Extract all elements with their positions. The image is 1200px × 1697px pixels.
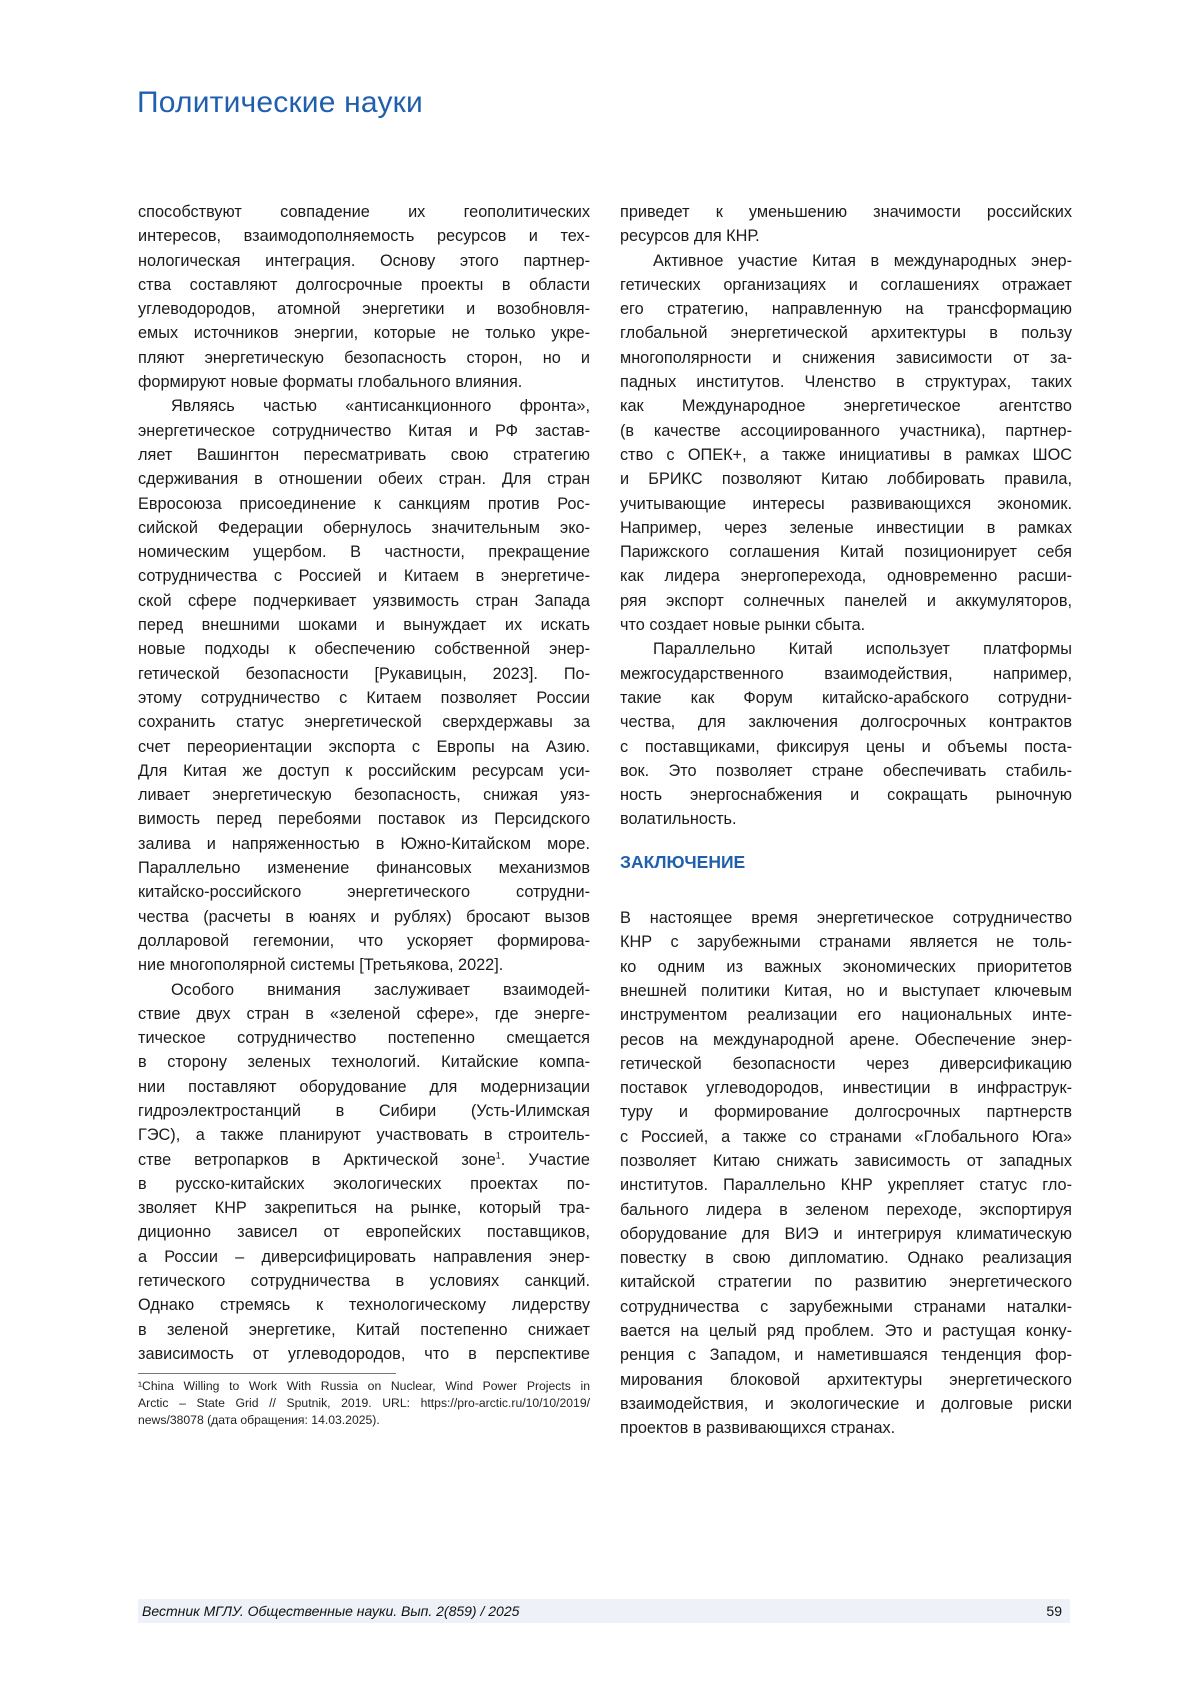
- text-line: зависимость от углеводородов, что в перспективе: [138, 1342, 590, 1366]
- paragraph: [138, 200, 590, 394]
- text-line: взаимодействия, и экологические и долговые риски: [620, 1392, 1072, 1416]
- text-line: гетической безопасности [Рукавицын, 2023]. По-: [138, 662, 590, 686]
- text-line: Парижского соглашения Китай позиционирует себя: [620, 540, 1072, 564]
- text-line: с поставщиками, фиксируя цены и объемы поста-: [620, 735, 1072, 759]
- text-line: чества, для заключения долгосрочных контрактов: [620, 710, 1072, 734]
- text-line: внешней политики Китая, но и выступает ключевым: [620, 979, 1072, 1003]
- paragraph: [620, 637, 1072, 831]
- text-line: институтов. Параллельно КНР укрепляет статус гло-: [620, 1173, 1072, 1197]
- left-column: [138, 200, 590, 1366]
- text-line: волатильность.: [620, 807, 1072, 831]
- page-footer: [138, 1599, 1070, 1623]
- text-line: стве ветропарков в Арктической зоне1. Участие: [138, 1148, 590, 1172]
- text-line: ливает энергетическую безопасность, снижая уяз-: [138, 783, 590, 807]
- page-number: 59: [1046, 1599, 1062, 1623]
- text-line: в русско-китайских экологических проектах по-: [138, 1172, 590, 1196]
- text-line: инструментом реализации его национальных инте-: [620, 1003, 1072, 1027]
- footer-journal-title: Вестник МГЛУ. Общественные науки. Вып. 2(859) / 2025: [142, 1599, 519, 1623]
- text-line: приведет к уменьшению значимости российских: [620, 200, 1072, 224]
- text-line: Параллельно изменение финансовых механизмов: [138, 856, 590, 880]
- text-line: В настоящее время энергетическое сотрудничество: [620, 906, 1072, 930]
- text-line: Особого внимания заслуживает взаимодей-: [138, 978, 590, 1002]
- text-line: позволяет Китаю снижать зависимость от западных: [620, 1149, 1072, 1173]
- text-line: поставок углеводородов, инвестиции в инфраструк-: [620, 1076, 1072, 1100]
- text-line: с Россией, а также со странами «Глобального Юга»: [620, 1125, 1072, 1149]
- text-line: интересов, взаимодополняемость ресурсов и тех-: [138, 224, 590, 248]
- text-line: что создает новые рынки сбыта.: [620, 613, 1072, 637]
- text-line: сдерживания в отношении обеих стран. Для стран: [138, 467, 590, 491]
- text-line: и БРИКС позволяют Китаю лоббировать правила,: [620, 467, 1072, 491]
- text-line: его стратегию, направленную на трансформацию: [620, 297, 1072, 321]
- text-line: формируют новые форматы глобального влияния.: [138, 370, 590, 394]
- text-line: ствие двух стран в «зеленой сфере», где энерге-: [138, 1002, 590, 1026]
- paragraph: [138, 978, 590, 1367]
- text-line: ГЭС), а также планируют участвовать в строитель-: [138, 1123, 590, 1147]
- text-line: Активное участие Китая в международных энер-: [620, 249, 1072, 273]
- text-line: долларовой гегемонии, что ускоряет формирова-: [138, 929, 590, 953]
- text-line: нологическая интеграция. Основу этого партнер-: [138, 249, 590, 273]
- text-line: сотрудничества с зарубежными странами наталки-: [620, 1295, 1072, 1319]
- text-line: номическим ущербом. В частности, прекращение: [138, 540, 590, 564]
- text-line: (в качестве ассоциированного участника), партнер-: [620, 419, 1072, 443]
- section-title: Политические науки: [137, 86, 423, 120]
- text-line: ряя экспорт солнечных панелей и аккумуляторов,: [620, 589, 1072, 613]
- text-line: ства составляют долгосрочные проекты в области: [138, 273, 590, 297]
- footnote-line: news/38078 (дата обращения: 14.03.2025).: [138, 1412, 590, 1429]
- paragraph: [620, 906, 1072, 1441]
- text-line: ляет Вашингтон пересматривать свою стратегию: [138, 443, 590, 467]
- text-line: вок. Это позволяет стране обеспечивать стабиль-: [620, 759, 1072, 783]
- text-line: проектов в развивающихся странах.: [620, 1416, 1072, 1440]
- text-line: туру и формирование долгосрочных партнерств: [620, 1100, 1072, 1124]
- text-line: гидроэлектростанций в Сибири (Усть-Илимская: [138, 1099, 590, 1123]
- text-line: бального лидера в зеленом переходе, экспортируя: [620, 1198, 1072, 1222]
- text-line: ресурсов для КНР.: [620, 224, 1072, 248]
- text-line: такие как Форум китайско-арабского сотрудни-: [620, 686, 1072, 710]
- text-line: ство с ОПЕК+, а также инициативы в рамках ШОС: [620, 443, 1072, 467]
- text-line: залива и напряженностью в Южно-Китайском море.: [138, 832, 590, 856]
- footnote-line: ¹China Willing to Work With Russia on Nuclear, Wind Power Projects in: [138, 1378, 590, 1395]
- text-line: Параллельно Китай использует платформы: [620, 637, 1072, 661]
- text-line: ской сфере подчеркивает уязвимость стран Запада: [138, 589, 590, 613]
- text-line: нии поставляют оборудование для модернизации: [138, 1075, 590, 1099]
- paragraph: [620, 249, 1072, 638]
- text-line: сохранить статус энергетической сверхдержавы за: [138, 710, 590, 734]
- text-line: вимость перед перебоями поставок из Персидского: [138, 807, 590, 831]
- text-line: глобальной энергетической архитектуры в пользу: [620, 321, 1072, 345]
- text-line: а России – диверсифицировать направления энер-: [138, 1245, 590, 1269]
- text-line: китайско-российского энергетического сотрудни-: [138, 880, 590, 904]
- text-line: ние многополярной системы [Третьякова, 2022].: [138, 953, 590, 977]
- text-line: мирования блоковой архитектуры энергетического: [620, 1368, 1072, 1392]
- text-line: Однако стремясь к технологическому лидерству: [138, 1293, 590, 1317]
- section-heading: ЗАКЛЮЧЕНИЕ: [620, 850, 1072, 874]
- text-line: тическое сотрудничество постепенно смещается: [138, 1026, 590, 1050]
- text-line: сийской Федерации обернулось значительным эко-: [138, 516, 590, 540]
- text-line: Для Китая же доступ к российским ресурсам уси-: [138, 759, 590, 783]
- text-line: энергетическое сотрудничество Китая и РФ застав-: [138, 419, 590, 443]
- text-line: в зеленой энергетике, Китай постепенно снижает: [138, 1318, 590, 1342]
- footnote: [138, 1378, 590, 1429]
- text-line: новые подходы к обеспечению собственной энер-: [138, 637, 590, 661]
- text-line: сотрудничества с Россией и Китаем в энергетиче-: [138, 564, 590, 588]
- text-line: ресов на международной арене. Обеспечение энер-: [620, 1028, 1072, 1052]
- text-line: счет переориентации экспорта с Европы на Азию.: [138, 735, 590, 759]
- text-line: китайской стратегии по развитию энергетического: [620, 1270, 1072, 1294]
- text-line: гетических организациях и соглашениях отражает: [620, 273, 1072, 297]
- text-line: вается на целый ряд проблем. Это и растущая конку-: [620, 1319, 1072, 1343]
- text-line: ренция с Западом, и наметившаяся тенденция фор-: [620, 1343, 1072, 1367]
- text-line: зволяет КНР закрепиться на рынке, который тра-: [138, 1196, 590, 1220]
- text-line: гетического сотрудничества в условиях санкций.: [138, 1269, 590, 1293]
- text-line: чества (расчеты в юанях и рублях) бросают вызов: [138, 905, 590, 929]
- text-line: в сторону зеленых технологий. Китайские компа-: [138, 1050, 590, 1074]
- right-column: [620, 200, 1072, 1441]
- text-line: этому сотрудничество с Китаем позволяет России: [138, 686, 590, 710]
- text-line: Являясь частью «антисанкционного фронта»,: [138, 394, 590, 418]
- text-line: Евросоюза присоединение к санкциям против Рос-: [138, 492, 590, 516]
- text-line: способствуют совпадение их геополитических: [138, 200, 590, 224]
- text-line: как Международное энергетическое агентство: [620, 394, 1072, 418]
- text-line: межгосударственного взаимодействия, например,: [620, 662, 1072, 686]
- text-line: диционно зависел от европейских поставщиков,: [138, 1220, 590, 1244]
- footnote-line[interactable]: Arctic – State Grid // Sputnik, 2019. URL: https://pro-arctic.ru/10/10/2019/: [138, 1395, 590, 1412]
- text-line: многополярности и снижения зависимости от за-: [620, 346, 1072, 370]
- text-line: емых источников энергии, которые не только укре-: [138, 321, 590, 345]
- footnote-marker[interactable]: 1: [496, 1150, 501, 1160]
- paragraph: [620, 200, 1072, 249]
- text-line: ко одним из важных экономических приоритетов: [620, 955, 1072, 979]
- text-line: Например, через зеленые инвестиции в рамках: [620, 516, 1072, 540]
- text-line: гетической безопасности через диверсификацию: [620, 1052, 1072, 1076]
- text-line: как лидера энергоперехода, одновременно расши-: [620, 564, 1072, 588]
- text-line: пляют энергетическую безопасность сторон, но и: [138, 346, 590, 370]
- text-line: учитывающие интересы развивающихся экономик.: [620, 492, 1072, 516]
- text-line: перед внешними шоками и вынуждает их искать: [138, 613, 590, 637]
- text-line: КНР с зарубежными странами является не толь-: [620, 930, 1072, 954]
- text-line: ность энергоснабжения и сокращать рыночную: [620, 783, 1072, 807]
- text-line: падных институтов. Членство в структурах, таких: [620, 370, 1072, 394]
- text-line: повестку в свою дипломатию. Однако реализация: [620, 1246, 1072, 1270]
- text-line: оборудование для ВИЭ и интегрируя климатическую: [620, 1222, 1072, 1246]
- text-line: углеводородов, атомной энергетики и возобновля-: [138, 297, 590, 321]
- paragraph: [138, 394, 590, 977]
- footnote-divider: [138, 1373, 396, 1374]
